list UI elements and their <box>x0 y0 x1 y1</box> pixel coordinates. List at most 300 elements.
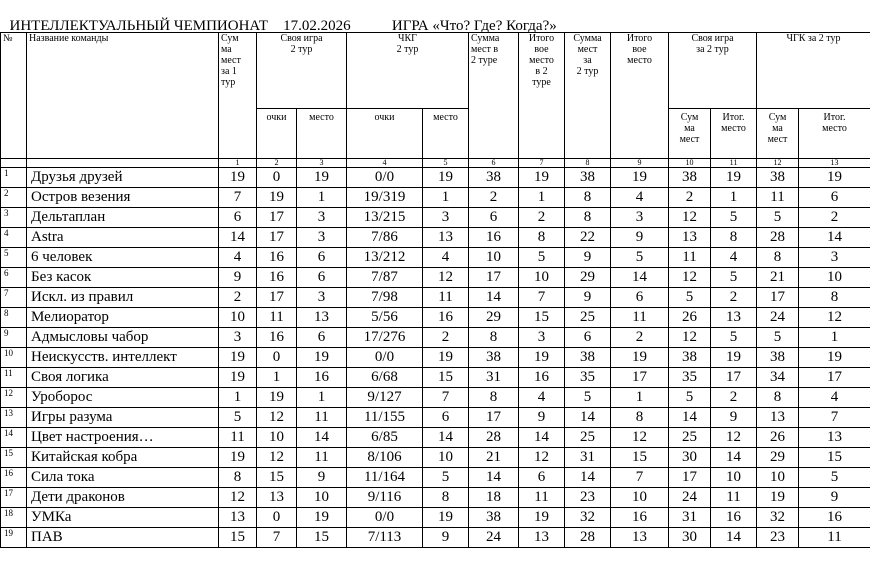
table-cell: 29 <box>469 308 519 328</box>
table-cell: 19 <box>257 388 297 408</box>
table-cell: 9 <box>519 408 565 428</box>
table-cell: 28 <box>469 428 519 448</box>
column-number: 12 <box>757 159 799 168</box>
table-cell: 5 <box>669 388 711 408</box>
table-cell: 2 <box>711 288 757 308</box>
table-cell: 16 <box>297 368 347 388</box>
table-cell: 38 <box>565 168 611 188</box>
column-number: 6 <box>469 159 519 168</box>
table-cell: 19 <box>757 488 799 508</box>
table-cell: 6 <box>799 188 870 208</box>
column-number: 2 <box>257 159 297 168</box>
table-cell: 5 <box>669 288 711 308</box>
table-cell: 13 <box>219 508 257 528</box>
table-cell: 8 <box>611 408 669 428</box>
table-cell: 8 <box>565 208 611 228</box>
table-cell: 3 <box>799 248 870 268</box>
table-cell: 14 <box>297 428 347 448</box>
table-cell: 5 <box>219 408 257 428</box>
team-name: Дельтаплан <box>27 208 219 228</box>
table-cell: 7/113 <box>347 528 423 548</box>
table-cell: 14 <box>711 528 757 548</box>
table-cell: 6 <box>297 268 347 288</box>
table-cell: 7 <box>611 468 669 488</box>
table-cell: 5 <box>423 468 469 488</box>
table-cell: 19 <box>423 348 469 368</box>
table-cell: 19 <box>297 508 347 528</box>
table-cell: 24 <box>469 528 519 548</box>
table-cell: 12 <box>219 488 257 508</box>
column-number: 7 <box>519 159 565 168</box>
table-cell: 13 <box>611 528 669 548</box>
table-cell: 13/215 <box>347 208 423 228</box>
row-number: 16 <box>1 468 27 488</box>
header-total-place-round2: Итого вое место в 2 туре <box>519 33 565 159</box>
table-cell: 9 <box>711 408 757 428</box>
table-cell: 24 <box>669 488 711 508</box>
table-cell: 28 <box>565 528 611 548</box>
table-cell: 30 <box>669 528 711 548</box>
table-cell: 7/98 <box>347 288 423 308</box>
table-cell: 19 <box>519 348 565 368</box>
table-cell: 1 <box>711 188 757 208</box>
table-cell: 17/276 <box>347 328 423 348</box>
table-cell: 14 <box>611 268 669 288</box>
table-cell: 3 <box>423 208 469 228</box>
team-name: Мелиоратор <box>27 308 219 328</box>
table-cell: 8 <box>757 388 799 408</box>
table-row <box>1 228 870 248</box>
table-cell: 38 <box>469 508 519 528</box>
header-chkg-round2: ЧКГ 2 тур <box>347 33 469 109</box>
row-number: 3 <box>1 208 27 228</box>
table-cell: 15 <box>519 308 565 328</box>
table-cell: 9 <box>565 248 611 268</box>
row-number: 15 <box>1 448 27 468</box>
table-cell: 8 <box>469 328 519 348</box>
table-cell: 10 <box>757 468 799 488</box>
table-cell: 2 <box>799 208 870 228</box>
table-cell: 11/155 <box>347 408 423 428</box>
table-cell: 28 <box>757 228 799 248</box>
table-cell: 11 <box>297 408 347 428</box>
table-cell: 15 <box>257 468 297 488</box>
table-cell: 19 <box>219 348 257 368</box>
table-row <box>1 368 870 388</box>
table-cell: 10 <box>423 448 469 468</box>
row-number: 7 <box>1 288 27 308</box>
table-cell: 16 <box>711 508 757 528</box>
table-cell: 12 <box>711 428 757 448</box>
table-cell: 12 <box>669 268 711 288</box>
table-cell: 38 <box>469 168 519 188</box>
column-number-blank <box>27 159 219 168</box>
column-number: 4 <box>347 159 423 168</box>
team-name: Цвет настроения… <box>27 428 219 448</box>
table-cell: 7 <box>219 188 257 208</box>
header-svoya2-sum: Сум ма мест <box>669 109 711 159</box>
table-cell: 17 <box>257 288 297 308</box>
table-cell: 1 <box>519 188 565 208</box>
table-cell: 13 <box>669 228 711 248</box>
table-cell: 0 <box>257 348 297 368</box>
table-cell: 31 <box>565 448 611 468</box>
table-cell: 5 <box>711 268 757 288</box>
table-cell: 14 <box>423 428 469 448</box>
table-cell: 19 <box>423 508 469 528</box>
table-cell: 23 <box>565 488 611 508</box>
table-cell: 26 <box>669 308 711 328</box>
table-cell: 38 <box>757 348 799 368</box>
table-cell: 14 <box>565 408 611 428</box>
table-cell: 1 <box>297 388 347 408</box>
table-cell: 16 <box>611 508 669 528</box>
table-cell: 13 <box>519 528 565 548</box>
table-cell: 0/0 <box>347 348 423 368</box>
table-row <box>1 448 870 468</box>
table-cell: 8 <box>711 228 757 248</box>
table-cell: 1 <box>297 188 347 208</box>
table-row <box>1 308 870 328</box>
table-row <box>1 488 870 508</box>
table-cell: 25 <box>565 308 611 328</box>
table-row <box>1 428 870 448</box>
table-row <box>1 348 870 368</box>
header-sum-places-round2b: Сумма мест за 2 тур <box>565 33 611 159</box>
table-cell: 35 <box>565 368 611 388</box>
table-cell: 4 <box>519 388 565 408</box>
table-cell: 4 <box>219 248 257 268</box>
table-cell: 6 <box>423 408 469 428</box>
table-cell: 16 <box>519 368 565 388</box>
table-cell: 13 <box>799 428 870 448</box>
column-number-row <box>1 159 870 168</box>
table-cell: 8 <box>519 228 565 248</box>
table-cell: 14 <box>469 468 519 488</box>
table-cell: 19 <box>519 168 565 188</box>
table-cell: 10 <box>219 308 257 328</box>
table-cell: 10 <box>711 468 757 488</box>
table-cell: 12 <box>519 448 565 468</box>
table-cell: 9/116 <box>347 488 423 508</box>
table-cell: 32 <box>565 508 611 528</box>
table-cell: 14 <box>565 468 611 488</box>
table-cell: 2 <box>469 188 519 208</box>
table-cell: 17 <box>257 228 297 248</box>
results-table-body <box>1 33 870 548</box>
table-cell: 15 <box>611 448 669 468</box>
table-cell: 16 <box>799 508 870 528</box>
row-number: 14 <box>1 428 27 448</box>
column-number-blank <box>1 159 27 168</box>
table-cell: 5 <box>711 328 757 348</box>
table-cell: 21 <box>757 268 799 288</box>
table-cell: 7 <box>257 528 297 548</box>
header-chkg-place: место <box>423 109 469 159</box>
table-row <box>1 168 870 188</box>
table-cell: 24 <box>757 308 799 328</box>
table-cell: 1 <box>257 368 297 388</box>
table-cell: 17 <box>669 468 711 488</box>
table-cell: 7 <box>423 388 469 408</box>
table-cell: 11 <box>799 528 870 548</box>
team-name: Китайская кобра <box>27 448 219 468</box>
table-cell: 5 <box>757 208 799 228</box>
table-cell: 6 <box>297 248 347 268</box>
table-cell: 30 <box>669 448 711 468</box>
table-cell: 9 <box>297 468 347 488</box>
table-cell: 5/56 <box>347 308 423 328</box>
table-cell: 3 <box>297 288 347 308</box>
table-cell: 9/127 <box>347 388 423 408</box>
table-cell: 1 <box>799 328 870 348</box>
table-cell: 10 <box>297 488 347 508</box>
table-cell: 9 <box>611 228 669 248</box>
table-cell: 17 <box>611 368 669 388</box>
table-cell: 3 <box>297 228 347 248</box>
table-cell: 0 <box>257 168 297 188</box>
table-cell: 12 <box>669 328 711 348</box>
team-name: Друзья друзей <box>27 168 219 188</box>
table-cell: 29 <box>757 448 799 468</box>
table-row <box>1 208 870 228</box>
table-cell: 1 <box>219 388 257 408</box>
table-cell: 6/85 <box>347 428 423 448</box>
header-total-place: Итого вое место <box>611 33 669 159</box>
table-cell: 0/0 <box>347 508 423 528</box>
header-sum-places-round2: Сумма мест в 2 туре <box>469 33 519 159</box>
table-cell: 16 <box>423 308 469 328</box>
table-cell: 19 <box>799 348 870 368</box>
table-cell: 19 <box>257 188 297 208</box>
table-cell: 9 <box>565 288 611 308</box>
row-number: 17 <box>1 488 27 508</box>
table-cell: 2 <box>611 328 669 348</box>
team-name: 6 человек <box>27 248 219 268</box>
header-sum-round1: Сум ма мест за 1 тур <box>219 33 257 159</box>
table-cell: 3 <box>297 208 347 228</box>
team-name: Игры разума <box>27 408 219 428</box>
table-cell: 6 <box>519 468 565 488</box>
table-cell: 11 <box>423 288 469 308</box>
table-cell: 25 <box>669 428 711 448</box>
table-row <box>1 468 870 488</box>
table-cell: 6/68 <box>347 368 423 388</box>
table-cell: 5 <box>565 388 611 408</box>
table-cell: 2 <box>423 328 469 348</box>
table-cell: 38 <box>669 348 711 368</box>
table-cell: 19 <box>611 168 669 188</box>
column-number: 5 <box>423 159 469 168</box>
table-cell: 8/106 <box>347 448 423 468</box>
table-cell: 14 <box>219 228 257 248</box>
team-name: Адмысловы чабор <box>27 328 219 348</box>
table-cell: 14 <box>519 428 565 448</box>
table-row <box>1 188 870 208</box>
row-number: 4 <box>1 228 27 248</box>
table-cell: 8 <box>219 468 257 488</box>
table-cell: 6 <box>297 328 347 348</box>
table-cell: 12 <box>257 408 297 428</box>
table-row <box>1 268 870 288</box>
table-row <box>1 528 870 548</box>
table-cell: 10 <box>611 488 669 508</box>
team-name: Уроборос <box>27 388 219 408</box>
table-cell: 26 <box>757 428 799 448</box>
table-cell: 19 <box>423 168 469 188</box>
table-cell: 13 <box>423 228 469 248</box>
table-cell: 11 <box>257 308 297 328</box>
page-header <box>2 0 557 34</box>
table-cell: 11 <box>219 428 257 448</box>
table-cell: 14 <box>469 288 519 308</box>
table-cell: 29 <box>565 268 611 288</box>
table-cell: 19 <box>519 508 565 528</box>
table-cell: 4 <box>711 248 757 268</box>
table-cell: 19 <box>611 348 669 368</box>
table-cell: 2 <box>519 208 565 228</box>
table-cell: 5 <box>611 248 669 268</box>
header-svoya-igra-round2: Своя игра 2 тур <box>257 33 347 109</box>
table-cell: 3 <box>519 328 565 348</box>
table-cell: 14 <box>669 408 711 428</box>
championship-title: ИНТЕЛЛЕКТУАЛЬНЫЙ ЧЕМПИОНАТ <box>9 18 269 34</box>
table-cell: 12 <box>611 428 669 448</box>
row-number: 10 <box>1 348 27 368</box>
table-cell: 11 <box>297 448 347 468</box>
table-cell: 9 <box>423 528 469 548</box>
table-cell: 10 <box>519 268 565 288</box>
column-number: 11 <box>711 159 757 168</box>
table-cell: 13 <box>711 308 757 328</box>
table-cell: 17 <box>757 288 799 308</box>
table-row <box>1 248 870 268</box>
table-cell: 15 <box>297 528 347 548</box>
table-cell: 12 <box>799 308 870 328</box>
table-cell: 8 <box>423 488 469 508</box>
table-cell: 1 <box>423 188 469 208</box>
table-cell: 15 <box>799 448 870 468</box>
results-table <box>0 32 870 548</box>
column-number: 13 <box>799 159 870 168</box>
table-cell: 7/87 <box>347 268 423 288</box>
column-number: 9 <box>611 159 669 168</box>
row-number: 11 <box>1 368 27 388</box>
table-cell: 13/212 <box>347 248 423 268</box>
header-team-name: Название команды <box>27 33 219 159</box>
table-cell: 10 <box>469 248 519 268</box>
table-cell: 12 <box>257 448 297 468</box>
table-cell: 35 <box>669 368 711 388</box>
table-cell: 38 <box>757 168 799 188</box>
table-cell: 9 <box>799 488 870 508</box>
row-number: 13 <box>1 408 27 428</box>
table-cell: 19 <box>297 348 347 368</box>
table-cell: 6 <box>565 328 611 348</box>
table-cell: 15 <box>219 528 257 548</box>
table-cell: 4 <box>799 388 870 408</box>
table-row <box>1 288 870 308</box>
header-svoya2-itog: Итог. место <box>711 109 757 159</box>
table-cell: 19 <box>711 348 757 368</box>
row-number: 18 <box>1 508 27 528</box>
team-name: Искл. из правил <box>27 288 219 308</box>
table-cell: 17 <box>469 268 519 288</box>
header-chgk-2tours: ЧГК за 2 тур <box>757 33 870 109</box>
event-date: 17.02.2026 <box>283 18 351 34</box>
table-cell: 13 <box>257 488 297 508</box>
table-cell: 13 <box>757 408 799 428</box>
table-cell: 7 <box>519 288 565 308</box>
table-cell: 19 <box>711 168 757 188</box>
header-chgk2-itog: Итог. место <box>799 109 870 159</box>
table-cell: 15 <box>423 368 469 388</box>
row-number: 8 <box>1 308 27 328</box>
table-cell: 34 <box>757 368 799 388</box>
table-cell: 6 <box>219 208 257 228</box>
column-number: 10 <box>669 159 711 168</box>
table-cell: 5 <box>711 208 757 228</box>
table-cell: 11 <box>757 188 799 208</box>
table-cell: 4 <box>611 188 669 208</box>
table-cell: 14 <box>799 228 870 248</box>
table-cell: 12 <box>423 268 469 288</box>
row-number: 5 <box>1 248 27 268</box>
table-cell: 19 <box>219 368 257 388</box>
table-cell: 11/164 <box>347 468 423 488</box>
table-cell: 22 <box>565 228 611 248</box>
table-cell: 18 <box>469 488 519 508</box>
table-cell: 8 <box>799 288 870 308</box>
table-cell: 0 <box>257 508 297 528</box>
table-row <box>1 328 870 348</box>
table-cell: 38 <box>565 348 611 368</box>
table-cell: 10 <box>799 268 870 288</box>
table-row <box>1 388 870 408</box>
table-cell: 3 <box>611 208 669 228</box>
table-cell: 7/86 <box>347 228 423 248</box>
table-cell: 16 <box>257 328 297 348</box>
table-cell: 21 <box>469 448 519 468</box>
table-cell: 5 <box>519 248 565 268</box>
table-cell: 16 <box>469 228 519 248</box>
table-cell: 16 <box>257 268 297 288</box>
table-cell: 7 <box>799 408 870 428</box>
table-cell: 32 <box>757 508 799 528</box>
table-cell: 10 <box>257 428 297 448</box>
table-cell: 11 <box>711 488 757 508</box>
table-cell: 16 <box>257 248 297 268</box>
table-cell: 3 <box>219 328 257 348</box>
table-cell: 19/319 <box>347 188 423 208</box>
row-number: 6 <box>1 268 27 288</box>
table-cell: 19 <box>799 168 870 188</box>
row-number: 2 <box>1 188 27 208</box>
team-name: Дети драконов <box>27 488 219 508</box>
header-no: № <box>1 33 27 159</box>
table-cell: 2 <box>669 188 711 208</box>
header-chgk2-sum: Сум ма мест <box>757 109 799 159</box>
table-cell: 5 <box>757 328 799 348</box>
row-number: 19 <box>1 528 27 548</box>
header-chkg-points: очки <box>347 109 423 159</box>
team-name: Без касок <box>27 268 219 288</box>
table-cell: 19 <box>219 168 257 188</box>
table-cell: 14 <box>711 448 757 468</box>
table-cell: 19 <box>297 168 347 188</box>
game-name: ИГРА «Что? Где? Когда?» <box>391 18 557 34</box>
table-cell: 11 <box>519 488 565 508</box>
